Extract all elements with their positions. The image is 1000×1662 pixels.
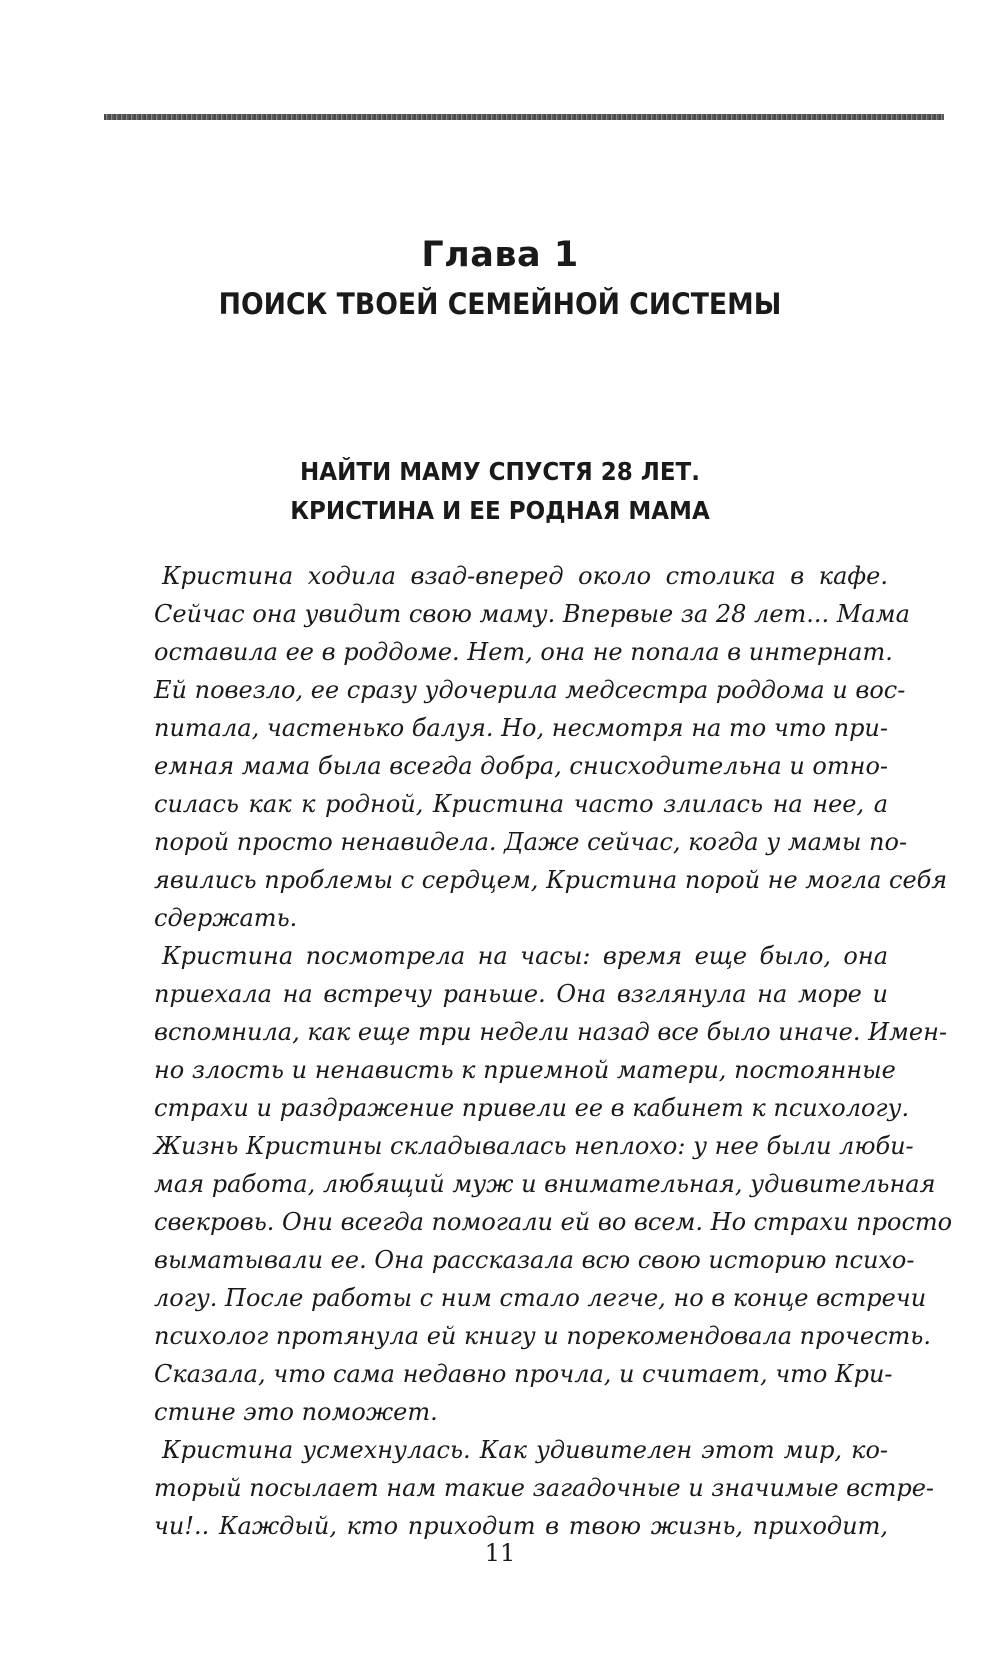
text-line: логу. После работы с ним стало легче, но в конце встречи: [154, 1284, 927, 1312]
chapter-title: ПОИСК ТВОЕЙ СЕМЕЙНОЙ СИСТЕМЫ: [218, 287, 782, 321]
text-line: стине это поможет.: [154, 1398, 438, 1426]
text-line: порой просто ненавидела. Даже сейчас, когда у мамы по-: [154, 828, 908, 856]
paragraph-1: [128, 557, 948, 937]
top-divider: [104, 114, 944, 120]
text-line: Жизнь Кристины складывалась неплохо: у нее были люби-: [154, 1132, 914, 1160]
text-line: торый посылает нам такие загадочные и значимые встре-: [154, 1474, 935, 1502]
text-line: психолог протянула ей книгу и порекомендовала прочесть.: [154, 1322, 931, 1350]
paragraph-2: [128, 937, 953, 1431]
text-line: оставила ее в роддоме. Нет, она не попала в интернат.: [154, 638, 893, 666]
text-line: свекровь. Они всегда помогали ей во всем. Но страхи просто: [154, 1208, 953, 1236]
section-heading-line-2: КРИСТИНА И ЕЕ РОДНАЯ МАМА: [290, 496, 710, 525]
text-line: Ей повезло, ее сразу удочерила медсестра роддома и вос-: [154, 676, 906, 704]
text-line: мая работа, любящий муж и внимательная, удивительная: [154, 1170, 936, 1198]
text-line: емная мама была всегда добра, снисходительна и отно-: [154, 752, 888, 780]
text-line: вспомнила, как еще три недели назад все было иначе. Имен-: [154, 1018, 948, 1046]
section-heading: [40, 452, 960, 530]
text-line: приехала на встречу раньше. Она взглянула на море и: [154, 980, 888, 1008]
text-line: Кристина посмотрела на часы: время еще было, она: [162, 942, 888, 970]
page-number: 11: [484, 1539, 516, 1567]
text-line: Сейчас она увидит свою маму. Впервые за 28 лет... Мама: [154, 600, 910, 628]
paragraph-3: [128, 1431, 935, 1545]
text-line: Сказала, что сама недавно прочла, и считает, что Кри-: [154, 1360, 893, 1388]
text-line: Кристина усмехнулась. Как удивителен этот мир, ко-: [162, 1436, 888, 1464]
text-line: явились проблемы с сердцем, Кристина порой не могла себя: [154, 866, 948, 894]
text-line: чи!.. Каждый, кто приходит в твою жизнь, приходит,: [154, 1512, 888, 1540]
text-line: сдержать.: [154, 904, 298, 932]
section-heading-line-1: НАЙТИ МАМУ СПУСТЯ 28 ЛЕТ.: [300, 457, 700, 486]
text-line: силась как к родной, Кристина часто злилась на нее, а: [154, 790, 888, 818]
text-line: выматывали ее. Она рассказала всю свою историю психо-: [154, 1246, 915, 1274]
text-line: питала, частенько балуя. Но, несмотря на то что при-: [154, 714, 888, 742]
text-line: но злость и ненависть к приемной матери, постоянные: [154, 1056, 896, 1084]
chapter-label: Глава 1: [421, 235, 579, 275]
text-line: страхи и раздражение привели ее в кабинет к психологу.: [154, 1094, 910, 1122]
body-text: [128, 557, 953, 1545]
text-line: Кристина ходила взад-вперед около столика в кафе.: [162, 562, 888, 590]
